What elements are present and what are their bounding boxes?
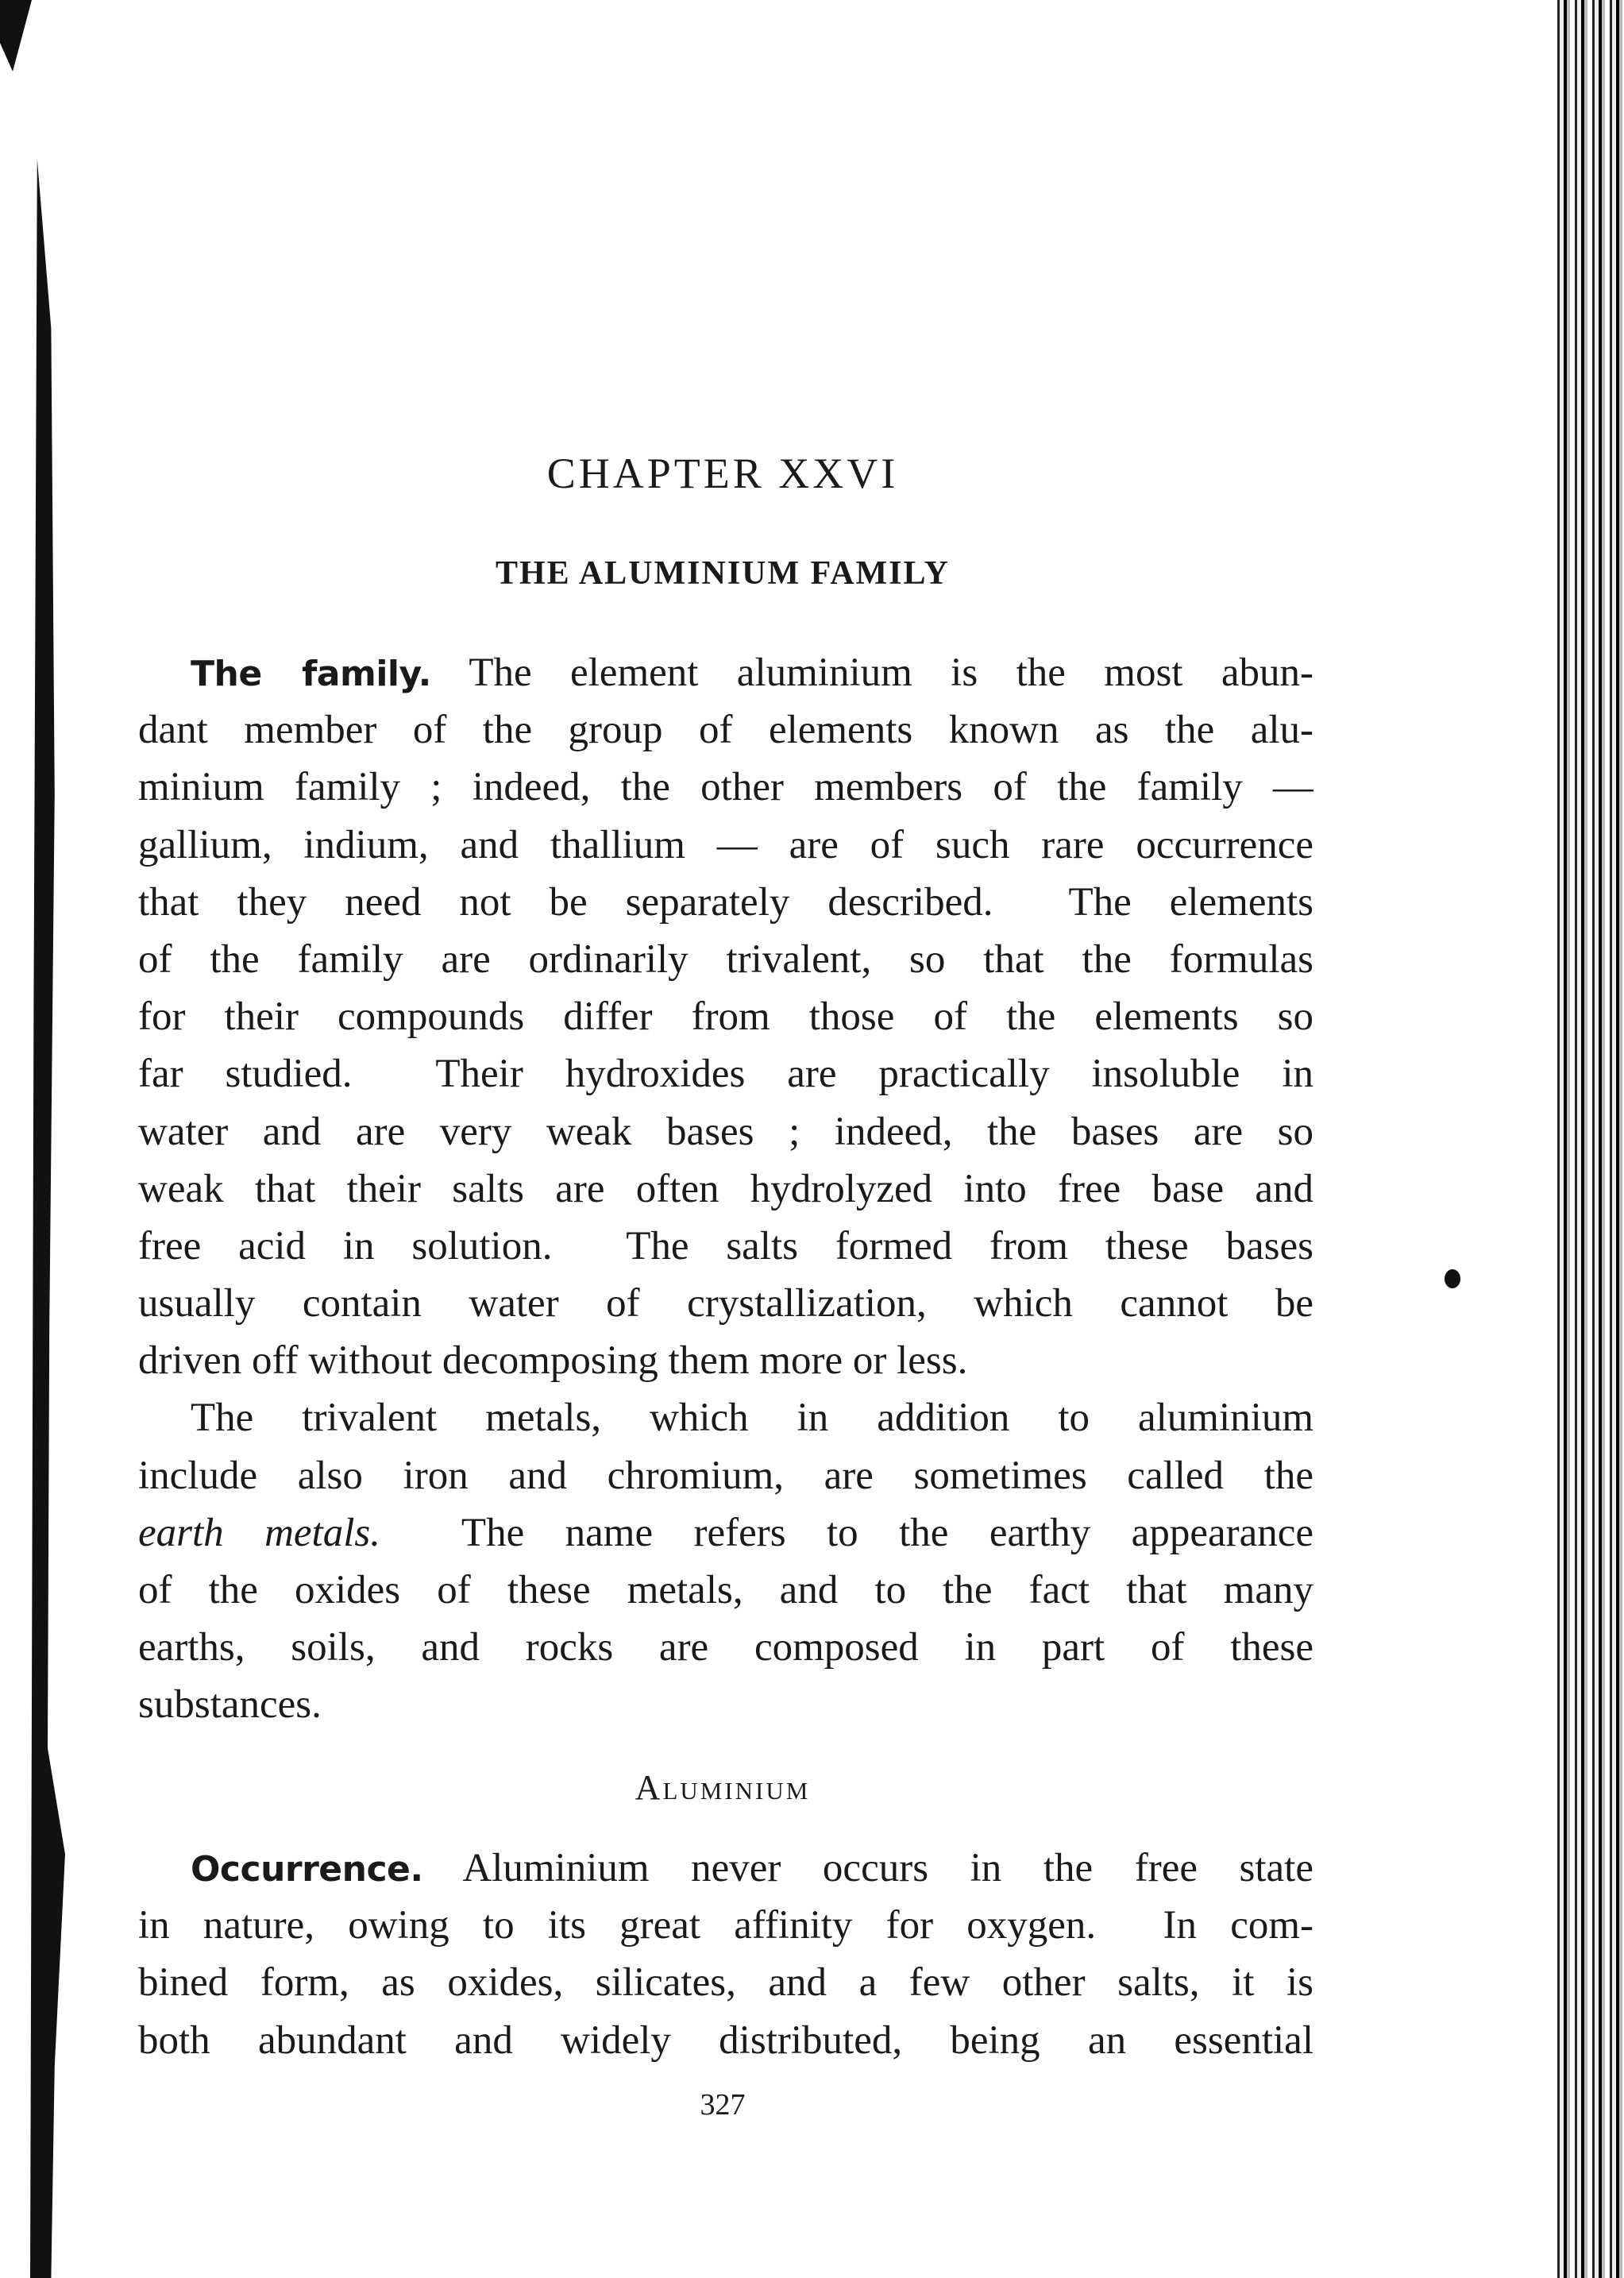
line-text: water and are very weak bases ; indeed, the bases are so [138,1109,1313,1154]
text-line [138,1447,1313,1504]
line-text: of the family are ordinarily trivalent, so that the formulas [138,936,1313,982]
line-text: substances. [138,1682,322,1728]
text-line [138,701,1313,759]
text-line [138,1275,1313,1332]
body-text-main [138,644,1313,1734]
text-line [138,644,1313,701]
line-text: The trivalent metals, which in addition to aluminium [191,1396,1313,1441]
text-line [138,759,1313,816]
line-text: in nature, owing to its great affinity for oxygen. In com- [138,1903,1313,1948]
text-line [138,1160,1313,1218]
line-text: The element aluminium is the most abun- [430,651,1313,695]
line-text: of the oxides of these metals, and to the fact that many [138,1568,1313,1612]
paragraph-lead-in: The family. [191,654,431,694]
text-line [138,931,1313,988]
text-line [138,1218,1313,1275]
section-heading: Aluminium [635,1768,811,1807]
text-line [138,2012,1313,2069]
page-number: 327 [700,2088,746,2122]
paragraph-lead-in: Occurrence. [191,1849,423,1890]
line-text: far studied. Their hydroxides are practically insoluble in [138,1052,1313,1097]
line-text: gallium, indium, and thallium — are of such rare occurrence [138,822,1313,867]
line-text: bined form, as oxides, silicates, and a few other salts, it is [138,1960,1313,2006]
line-text: The name refers to the earthy appearance [380,1510,1313,1555]
line-text: minium family ; indeed, the other members of the family — [138,765,1313,810]
text-line [138,1562,1313,1619]
line-text: both abundant and widely distributed, being an essential [138,2017,1313,2063]
line-text: dant member of the group of elements known as the alu- [138,708,1313,753]
text-line [138,1504,1313,1562]
text-line [138,1389,1313,1446]
line-text: include also iron and chromium, are sometimes called the [138,1453,1313,1498]
line-text: for their compounds differ from those of the elements so [138,994,1313,1040]
chapter-heading: CHAPTER XXVI [546,450,899,497]
ink-dot [1445,1269,1460,1288]
scan-edge-right [1553,0,1624,2278]
text-line [138,1619,1313,1676]
text-line [138,1840,1313,1897]
text-line [138,874,1313,931]
chapter-title: THE ALUMINIUM FAMILY [495,555,951,592]
text-line [138,1676,1313,1733]
line-text: that they need not be separately described. The elements [138,879,1313,925]
line-text: driven off without decomposing them more or less. [138,1338,968,1384]
text-line [138,1954,1313,2011]
italic-term: earth metals. [138,1510,380,1555]
text-line [138,817,1313,874]
line-text: weak that their salts are often hydrolyzed into free base and [138,1166,1313,1211]
text-line [138,1103,1313,1160]
line-text: Aluminium never occurs in the free state [422,1846,1313,1890]
line-text: earths, soils, and rocks are composed in part of these [138,1625,1313,1670]
text-line [138,1332,1313,1389]
text-line [138,1045,1313,1102]
text-line [138,1897,1313,1954]
text-line [138,988,1313,1045]
body-text-occurrence [138,1840,1313,2069]
line-text: usually contain water of crystallization, which cannot be [138,1281,1313,1326]
line-text: free acid in solution. The salts formed from these bases [138,1223,1313,1268]
scan-edge-top-left [0,0,32,71]
